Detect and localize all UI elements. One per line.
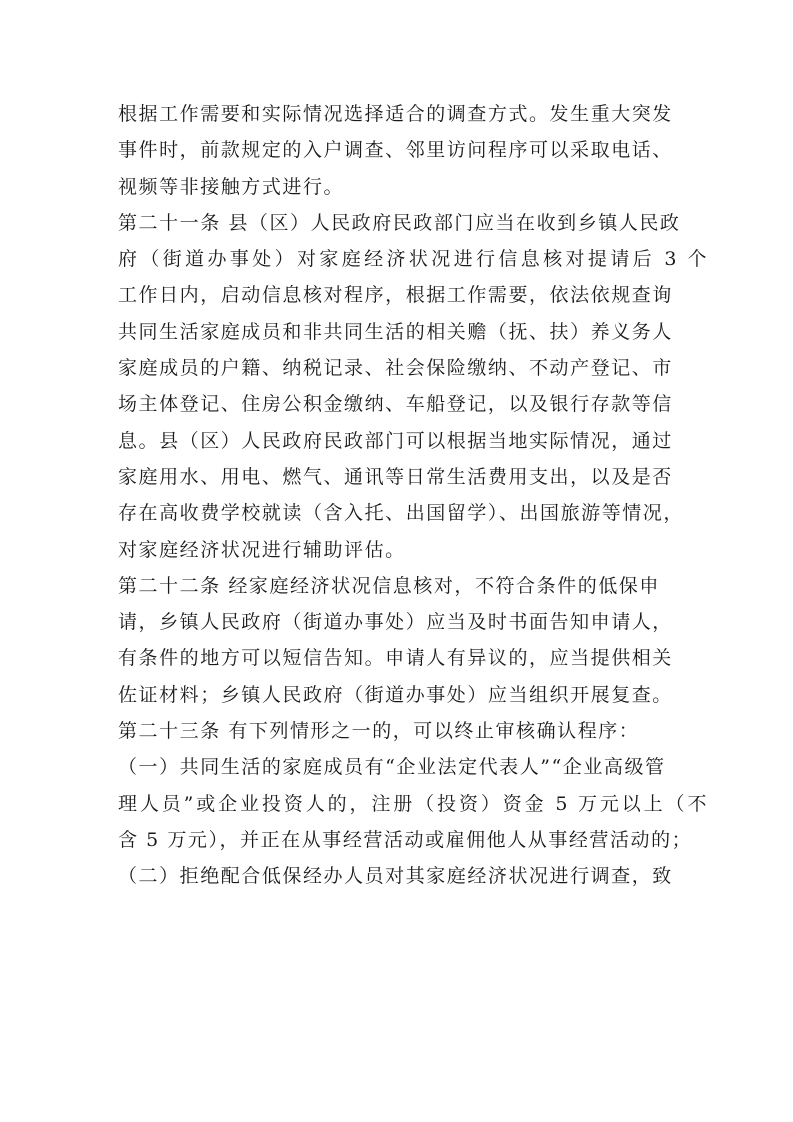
text-line: 对家庭经济状况进行辅助评估。 — [118, 538, 406, 561]
text-line: 场主体登记、住房公积金缴纳、车船登记，以及银行存款等信 — [118, 393, 673, 416]
text-line: 府（街道办事处）对家庭经济状况进行信息核对提请后 3 个 — [118, 248, 708, 271]
text-line: 家庭成员的户籍、纳税记录、社会保险缴纳、不动产登记、市 — [118, 357, 673, 380]
text-line: 事件时，前款规定的入户调查、邻里访问程序可以采取电话、 — [118, 139, 673, 162]
document-body — [118, 96, 708, 895]
text-line: 存在高收费学校就读（含入托、出国留学）、出国旅游等情况， — [118, 502, 684, 525]
text-line: 共同生活家庭成员和非共同生活的相关赡（抚、扶）养义务人 — [118, 320, 673, 343]
text-line: 请，乡镇人民政府（街道办事处）应当及时书面告知申请人， — [118, 611, 673, 634]
text-line: 有条件的地方可以短信告知。申请人有异议的，应当提供相关 — [118, 647, 673, 670]
text-line: （一）共同生活的家庭成员有“企业法定代表人”“企业高级管 — [118, 756, 666, 779]
article-23-heading-line: 第二十三条 有下列情形之一的，可以终止审核确认程序： — [118, 720, 640, 743]
text-line: 工作日内，启动信息核对程序，根据工作需要，依法依规查询 — [118, 284, 673, 307]
text-line: 含 5 万元），并正在从事经营活动或雇佣他人从事经营活动的； — [118, 828, 693, 851]
article-21-heading-line: 第二十一条 县（区）人民政府民政部门应当在收到乡镇人民政 — [118, 211, 681, 234]
text-line: 息。县（区）人民政府民政部门可以根据当地实际情况，通过 — [118, 429, 673, 452]
text-line: 视频等非接触方式进行。 — [118, 175, 345, 198]
text-line: 根据工作需要和实际情况选择适合的调查方式。发生重大突发 — [118, 103, 673, 125]
text-line: （二）拒绝配合低保经办人员对其家庭经济状况进行调查，致 — [118, 865, 673, 888]
article-22-heading-line: 第二十二条 经家庭经济状况信息核对，不符合条件的低保申 — [118, 574, 660, 597]
text-line: 佐证材料；乡镇人民政府（街道办事处）应当组织开展复查。 — [118, 683, 673, 706]
text-line: 家庭用水、用电、燃气、通讯等日常生活费用支出，以及是否 — [118, 465, 673, 488]
text-line: 理人员”或企业投资人的，注册（投资）资金 5 万元以上（不 — [118, 792, 708, 815]
